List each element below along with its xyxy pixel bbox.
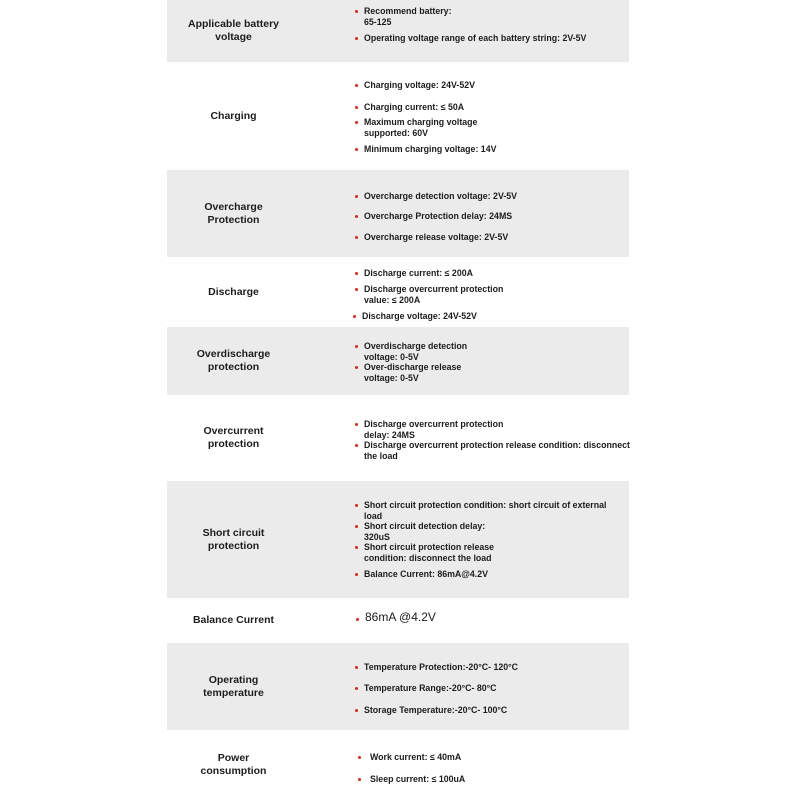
bullet-icon <box>355 687 358 690</box>
spec-item: Discharge current: ≤ 200A <box>364 268 664 279</box>
bullet-icon <box>355 366 358 369</box>
bullet-icon <box>355 423 358 426</box>
spec-item: Charging current: ≤ 50A <box>364 102 664 113</box>
bullet-icon <box>355 525 358 528</box>
spec-item: Storage Temperature:-20°C- 100°C <box>364 705 664 716</box>
spec-item: Overcharge Protection delay: 24MS <box>364 211 664 222</box>
bullet-icon <box>355 504 358 507</box>
row-label: Power consumption <box>200 752 267 777</box>
spec-item: Overcharge release voltage: 2V-5V <box>364 232 664 243</box>
spec-item: Short circuit protection condition: short circuit of external load <box>364 500 664 521</box>
row-label: Overdischarge protection <box>196 348 271 373</box>
bullet-icon <box>355 709 358 712</box>
spec-row-battery-voltage <box>167 0 629 62</box>
spec-item: Discharge overcurrent protection release condition: disconnect the load <box>364 440 664 461</box>
spec-item: Short circuit protection release condition: disconnect the load <box>364 542 664 563</box>
spec-row-charging <box>167 62 629 170</box>
spec-item: Short circuit detection delay: 320uS <box>364 521 664 542</box>
spec-item: Temperature Protection:-20°C- 120°C <box>364 662 664 673</box>
spec-item: Maximum charging voltage supported: 60V <box>364 117 664 138</box>
spec-item: Charging voltage: 24V-52V <box>364 80 664 91</box>
row-label: Discharge <box>208 285 259 298</box>
bullet-icon <box>355 121 358 124</box>
spec-item: Discharge overcurrent protection value: ≤ 200A <box>364 284 664 305</box>
bullet-icon <box>355 236 358 239</box>
spec-row-overdischarge <box>167 327 629 395</box>
spec-item: Balance Current: 86mA@4.2V <box>364 569 664 580</box>
spec-item: 86mA @4.2V <box>365 612 665 623</box>
row-label: Operating temperature <box>203 673 264 699</box>
row-label: Balance Current <box>192 614 275 626</box>
spec-item: Minimum charging voltage: 14V <box>364 144 664 155</box>
bullet-icon <box>355 148 358 151</box>
spec-item: Over-discharge release voltage: 0-5V <box>364 362 664 383</box>
bullet-icon <box>358 756 361 759</box>
spec-item: Work current: ≤ 40mA <box>370 752 670 763</box>
bullet-icon <box>355 272 358 275</box>
bullet-icon <box>356 618 359 621</box>
bullet-icon <box>358 778 361 781</box>
spec-item: Recommend battery: 65-125 <box>364 6 664 27</box>
spec-row-power-consumption <box>167 730 629 800</box>
spec-item: Overdischarge detection voltage: 0-5V <box>364 341 664 362</box>
spec-row-short-circuit <box>167 481 629 598</box>
row-label: Short circuit protection <box>202 526 265 552</box>
spec-item: Temperature Range:-20°C- 80°C <box>364 683 664 694</box>
bullet-icon <box>355 288 358 291</box>
bullet-icon <box>355 106 358 109</box>
spec-item: Discharge voltage: 24V-52V <box>362 311 662 322</box>
spec-item: Sleep current: ≤ 100uA <box>370 774 670 785</box>
row-label: Charging <box>210 109 257 122</box>
bullet-icon <box>355 546 358 549</box>
spec-item: Discharge overcurrent protection delay: 24MS <box>364 419 664 440</box>
bullet-icon <box>355 573 358 576</box>
spec-row-overcurrent <box>167 395 629 481</box>
row-label: Overcharge Protection <box>204 200 263 226</box>
bullet-icon <box>355 37 358 40</box>
bullet-icon <box>355 84 358 87</box>
row-label: Applicable battery voltage <box>187 18 280 43</box>
spec-item: Operating voltage range of each battery string: 2V-5V <box>364 33 664 44</box>
row-label: Overcurrent protection <box>203 425 264 450</box>
bullet-icon <box>355 10 358 13</box>
bullet-icon <box>355 195 358 198</box>
bullet-icon <box>355 444 358 447</box>
spec-table <box>167 0 629 800</box>
bullet-icon <box>355 666 358 669</box>
bullet-icon <box>355 215 358 218</box>
spec-row-discharge <box>167 257 629 327</box>
bullet-icon <box>355 345 358 348</box>
bullet-icon <box>353 315 356 318</box>
spec-row-overcharge <box>167 170 629 257</box>
spec-row-operating-temperature <box>167 643 629 730</box>
spec-row-balance-current <box>167 598 629 643</box>
spec-item: Overcharge detection voltage: 2V-5V <box>364 191 664 202</box>
